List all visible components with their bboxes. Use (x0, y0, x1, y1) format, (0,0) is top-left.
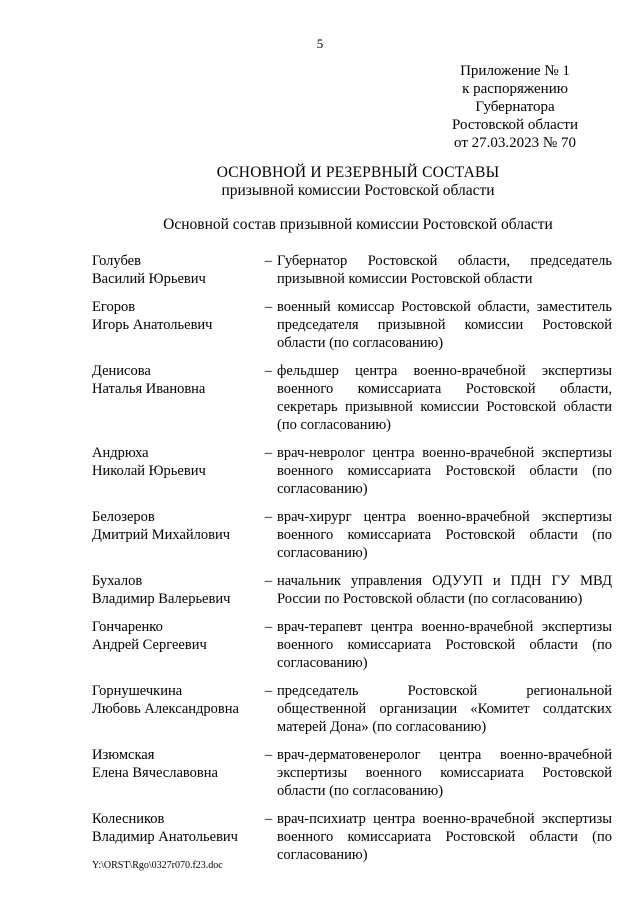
member-surname: Голубев (92, 253, 141, 269)
member-name (92, 618, 260, 654)
member-role: врач-психиатр центра военно-врачебной экспертизы военного комиссариата Ростовской области (по согласованию) (277, 811, 612, 863)
member-entry (92, 252, 612, 288)
appendix-line: к распоряжению (462, 81, 568, 97)
member-role: врач-дерматовенеролог центра военно-врачебной экспертизы военного комиссариата Ростовской области (по согласованию) (277, 747, 612, 799)
member-role: фельдшер центра военно-врачебной экспертизы военного комиссариата Ростовской области, секретарь призывной комиссии Ростовской области (по согласованию) (277, 363, 612, 433)
member-given-name: Дмитрий Михайлович (92, 527, 231, 543)
dash-separator: – (264, 811, 273, 827)
member-given-name: Николай Юрьевич (92, 463, 206, 479)
member-name (92, 298, 260, 334)
member-entry (92, 298, 612, 352)
appendix-line: от 27.03.2023 № 70 (454, 135, 576, 151)
member-surname: Изюмская (92, 747, 155, 763)
member-given-name: Василий Юрьевич (92, 271, 206, 287)
member-given-name: Елена Вячеславовна (92, 765, 218, 781)
member-surname: Егоров (92, 299, 136, 315)
dash-separator: – (264, 509, 273, 525)
page-number: 5 (316, 36, 324, 51)
section-heading: Основной состав призывной комиссии Ростовской области (163, 216, 553, 233)
member-given-name: Андрей Сергеевич (92, 637, 207, 653)
member-surname: Андрюха (92, 445, 149, 461)
member-surname: Колесников (92, 811, 165, 827)
dash-separator: – (264, 747, 273, 763)
member-surname: Денисова (92, 363, 151, 379)
dash-separator: – (264, 445, 273, 461)
appendix-line: Ростовской области (452, 117, 578, 133)
member-given-name: Наталья Ивановна (92, 381, 206, 397)
member-entry (92, 572, 612, 608)
member-name (92, 508, 260, 544)
dash-separator: – (264, 683, 273, 699)
member-role: начальник управления ОДУУП и ПДН ГУ МВД России по Ростовской области (по согласованию) (277, 573, 612, 607)
member-entry (92, 444, 612, 498)
member-entry (92, 508, 612, 562)
member-given-name: Игорь Анатольевич (92, 317, 213, 333)
dash-separator: – (264, 299, 273, 315)
member-name (92, 746, 260, 782)
member-name (92, 572, 260, 608)
member-role: врач-терапевт центра военно-врачебной экспертизы военного комиссариата Ростовской области (по согласованию) (277, 619, 612, 671)
appendix-line: Губернатора (475, 99, 555, 115)
member-role: военный комиссар Ростовской области, заместитель председателя призывной комиссии Ростовской области (по согласованию) (277, 299, 612, 351)
member-surname: Бухалов (92, 573, 143, 589)
footer-file-path: Y:\ORST\Rgo\0327r070.f23.doc (92, 860, 223, 871)
member-entry (92, 618, 612, 672)
member-entry (92, 746, 612, 800)
member-entry (92, 682, 612, 736)
member-given-name: Владимир Валерьевич (92, 591, 231, 607)
member-name (92, 810, 260, 846)
members-list (92, 252, 612, 864)
member-surname: Гончаренко (92, 619, 163, 635)
member-entry (92, 810, 612, 864)
member-entry (92, 362, 612, 434)
document-title (0, 164, 640, 200)
title-sub: призывной комиссии Ростовской области (221, 182, 495, 199)
member-role: врач-хирург центра военно-врачебной экспертизы военного комиссариата Ростовской области (по согласованию) (277, 509, 612, 561)
dash-separator: – (264, 573, 273, 589)
member-name (92, 362, 260, 398)
member-role: Губернатор Ростовской области, председатель призывной комиссии Ростовской области (277, 253, 612, 287)
member-given-name: Любовь Александровна (92, 701, 239, 717)
appendix-line: Приложение № 1 (460, 63, 570, 79)
appendix-block (440, 62, 590, 152)
member-surname: Горнушечкина (92, 683, 183, 699)
member-name (92, 444, 260, 480)
dash-separator: – (264, 253, 273, 269)
member-given-name: Владимир Анатольевич (92, 829, 238, 845)
title-main: ОСНОВНОЙ И РЕЗЕРВНЫЙ СОСТАВЫ (216, 164, 500, 181)
dash-separator: – (264, 619, 273, 635)
member-surname: Белозеров (92, 509, 155, 525)
dash-separator: – (264, 363, 273, 379)
member-role: врач-невролог центра военно-врачебной экспертизы военного комиссариата Ростовской области (по согласованию) (277, 445, 612, 497)
member-name (92, 252, 260, 288)
member-role: председатель Ростовской региональной общественной организации «Комитет солдатских матерей Дона» (по согласованию) (277, 683, 612, 735)
member-name (92, 682, 260, 718)
